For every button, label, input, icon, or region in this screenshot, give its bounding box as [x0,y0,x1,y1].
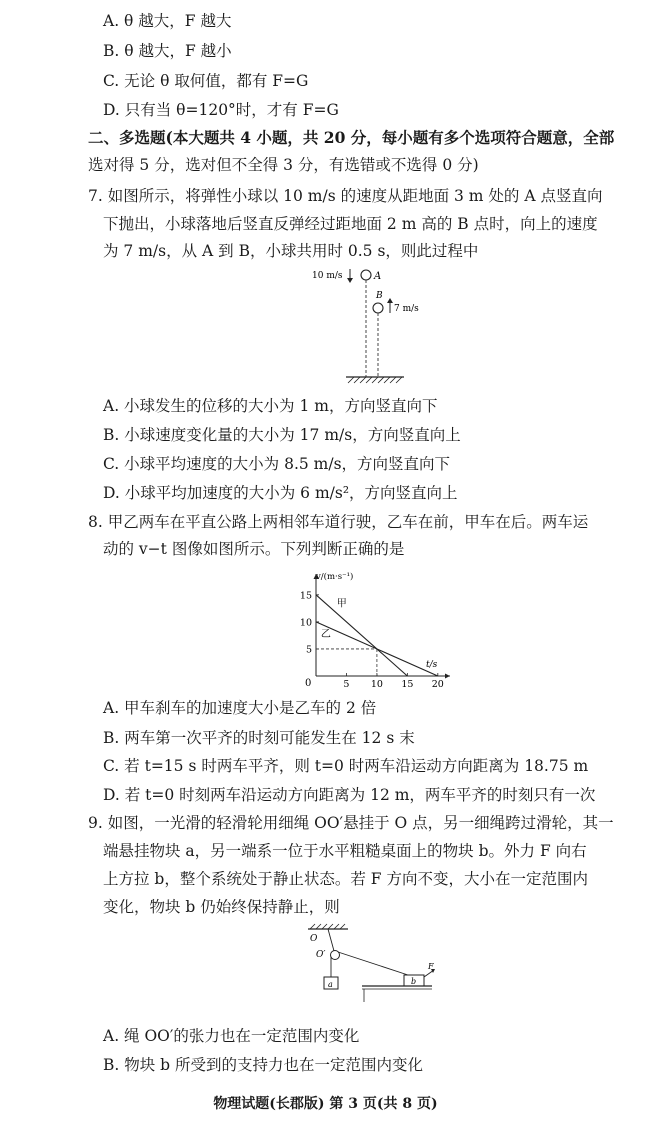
q9-label-o-prime: O′ [316,950,326,960]
chart-y-tick-label: 15 [299,590,312,602]
q8-option-b: B. 两车第一次平齐的时刻可能发生在 12 s 末 [103,729,415,747]
chart-y-tick-label: 10 [299,617,312,629]
q9-rope-oo [328,929,334,951]
chart-series-yi-label: 乙 [320,629,331,641]
q7-option-a: A. 小球发生的位移的大小为 1 m，方向竖直向下 [103,397,438,415]
q9-ceiling-hatch [310,924,345,929]
q9-label-a: a [328,980,333,989]
chart-xlabel: t/s [426,660,438,670]
chart-series-jia-label: 甲 [336,598,347,610]
q9-figure [300,923,450,1003]
q7-stem-line2: 下抛出，小球落地后竖直反弹经过距地面 2 m 高的 B 点时，向上的速度 [103,215,598,233]
q9-label-o: O [310,934,318,944]
q9-stem-line4: 变化，物块 b 仍始终保持静止，则 [103,898,340,916]
q6-option-d: D. 只有当 θ=120°时，才有 F=G [103,101,339,119]
q9-label-f: F [428,962,434,971]
q7-stem-line1: 7. 如图所示，将弹性小球以 10 m/s 的速度从距地面 3 m 处的 A 点竖直向 [88,187,603,205]
q7-stem-line3: 为 7 m/s，从 A 到 B，小球共用时 0.5 s，则此过程中 [103,242,479,260]
chart-x-tick-label: 15 [401,679,414,690]
q7-label-v-down: 10 m/s [312,271,343,281]
q8-option-a: A. 甲车刹车的加速度大小是乙车的 2 倍 [103,699,377,717]
q7-option-b: B. 小球速度变化量的大小为 17 m/s，方向竖直向上 [103,426,461,444]
chart-x-axis-arrow [445,674,450,679]
q6-option-a: A. θ 越大，F 越大 [103,12,232,30]
chart-series-yi [316,622,438,676]
q7-figure [300,265,440,390]
q8-option-c: C. 若 t=15 s 时两车平齐，则 t=0 时两车沿运动方向距离为 18.75 m [103,757,589,775]
q7-arrow-down-head [347,278,353,283]
q7-ball-a [361,270,371,280]
section-title-line1: 二、多选题(本大题共 4 小题，共 20 分，每小题有多个选项符合题意，全部 [88,128,615,147]
q6-option-b: B. θ 越大，F 越小 [103,42,232,60]
chart-x-tick-label: 20 [431,679,444,690]
q9-rope-b [338,952,408,975]
page-footer: 物理试题(长郡版) 第 3 页(共 8 页) [213,1096,438,1112]
q9-stem-line2: 端悬挂物块 a，另一端系一位于水平粗糙桌面上的物块 b。外力 F 向右 [103,842,587,860]
q6-option-c: C. 无论 θ 取何值，都有 F=G [103,72,309,90]
q9-label-b: b [411,977,417,986]
q7-arrow-up-head [387,298,393,303]
chart-ylabel: v/(m·s⁻¹) [316,572,354,582]
q7-option-d: D. 小球平均加速度的大小为 6 m/s²，方向竖直向上 [103,484,458,502]
q8-stem-line2: 动的 v−t 图像如图所示。下列判断正确的是 [103,540,405,558]
section-title-line2: 选对得 5 分，选对但不全得 3 分，有选错或不选得 0 分) [88,156,479,174]
chart-x-tick-label: 10 [370,679,383,690]
q9-option-a: A. 绳 OO′的张力也在一定范围内变化 [103,1027,360,1045]
chart-x-tick-label: 5 [343,679,350,690]
q9-option-b: B. 物块 b 所受到的支持力也在一定范围内变化 [103,1056,424,1074]
q7-label-v-up: 7 m/s [394,304,419,314]
q7-label-a: A [374,271,382,282]
chart-y-tick-label: 5 [305,644,312,656]
q9-stem-line3: 上方拉 b，整个系统处于静止状态。若 F 方向不变，大小在一定范围内 [103,870,588,888]
q8-option-d: D. 若 t=0 时刻两车沿运动方向距离为 12 m，两车平齐的时刻只有一次 [103,786,596,804]
q8-stem-line1: 8. 甲乙两车在平直公路上两相邻车道行驶，乙车在前，甲车在后。两车运 [88,513,589,531]
chart-origin-label: 0 [305,678,312,689]
q7-ball-b [373,303,383,313]
q7-ground-hatch [348,377,402,383]
q8-vt-chart [290,566,460,694]
q7-option-c: C. 小球平均速度的大小为 8.5 m/s，方向竖直向下 [103,455,451,473]
q9-stem-line1: 9. 如图，一光滑的轻滑轮用细绳 OO′悬挂于 O 点，另一细绳跨过滑轮，其一 [88,814,614,832]
q7-label-b: B [376,291,383,301]
